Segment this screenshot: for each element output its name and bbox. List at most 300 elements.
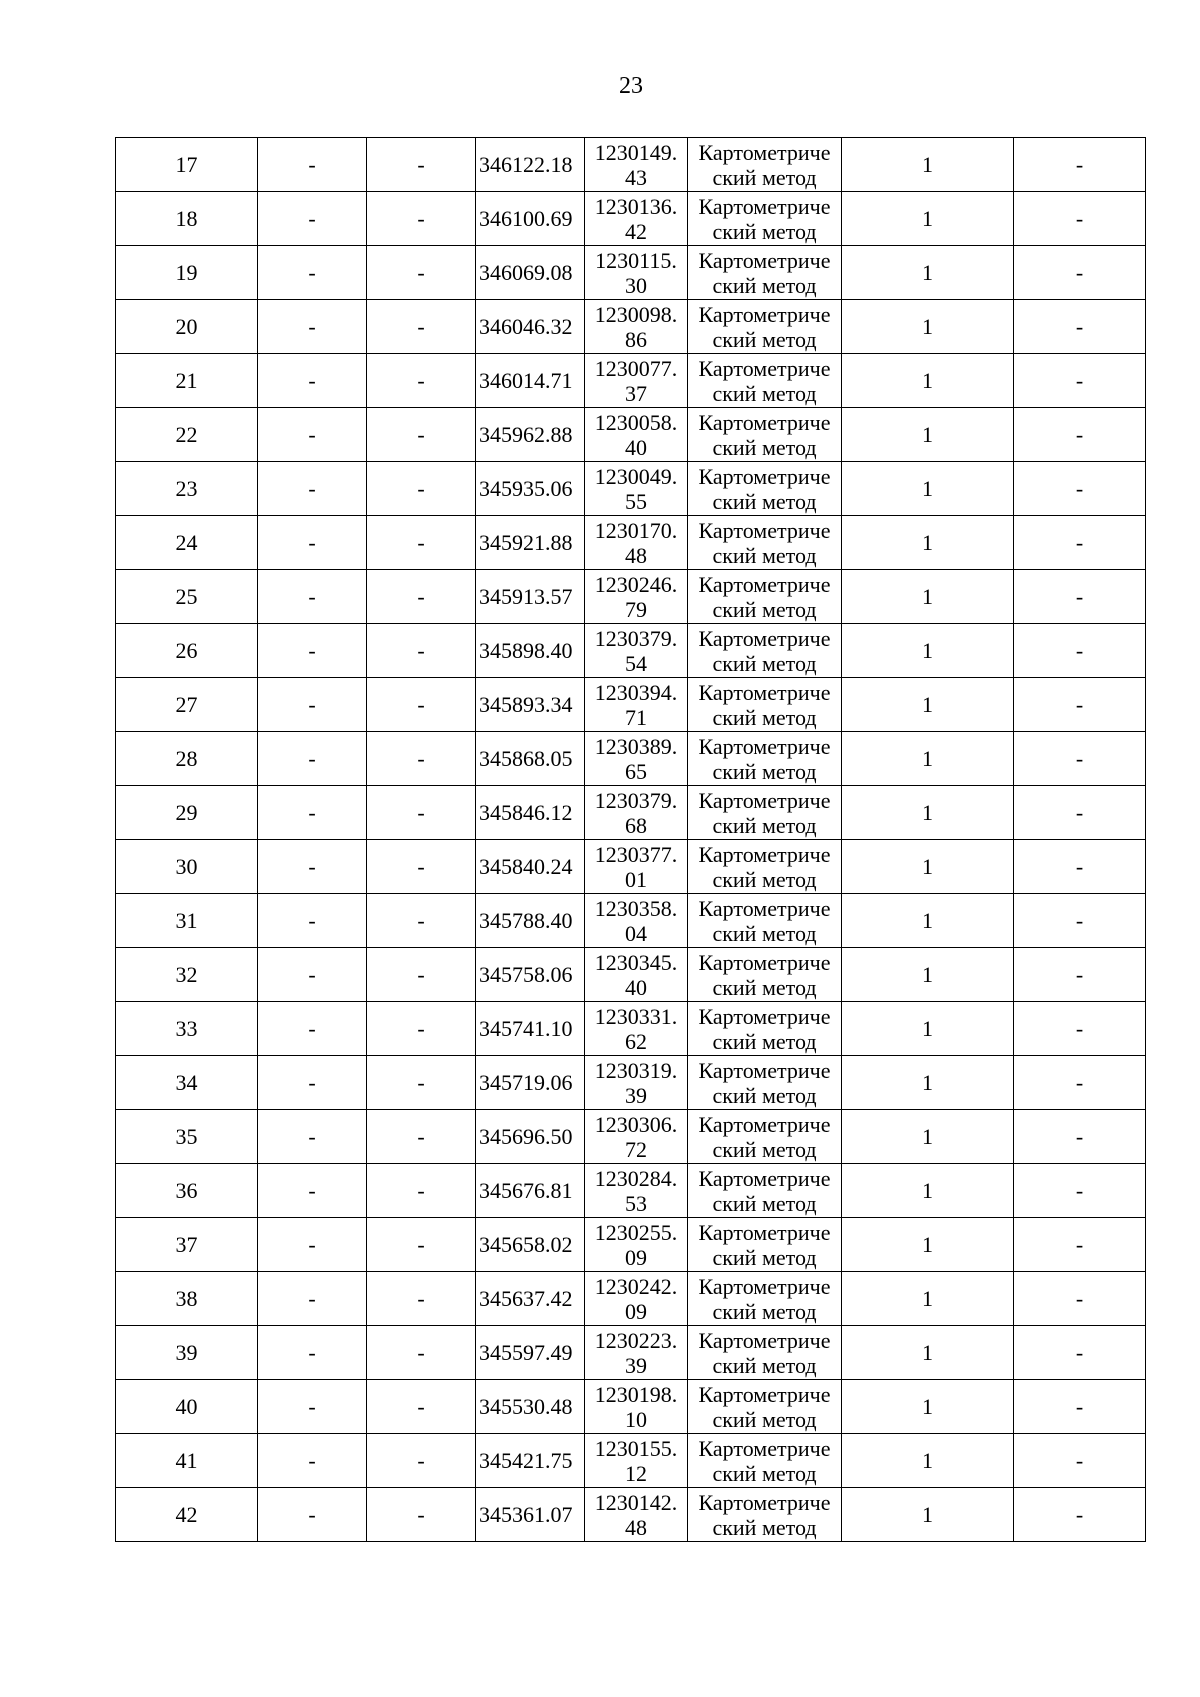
table-row <box>116 354 1146 408</box>
accuracy-cell: 1 <box>842 894 1014 948</box>
method-cell <box>688 192 842 246</box>
empty-value-cell: - <box>258 462 367 516</box>
coordinate-y-cell <box>585 354 688 408</box>
method-line: Картометриче <box>698 1381 831 1407</box>
coordinate-y-line: 1230115. <box>595 247 677 273</box>
empty-value-cell: - <box>1014 732 1146 786</box>
method-line: Картометриче <box>698 1273 831 1299</box>
empty-value-cell: - <box>258 192 367 246</box>
method-line: ский метод <box>712 1514 817 1540</box>
accuracy-cell: 1 <box>842 570 1014 624</box>
coordinate-y-line: 09 <box>625 1298 647 1324</box>
coordinate-y-line: 71 <box>625 704 647 730</box>
method-cell <box>688 624 842 678</box>
method-line: ский метод <box>712 218 817 244</box>
coordinate-y-line: 12 <box>625 1460 647 1486</box>
coordinate-y-cell <box>585 1380 688 1434</box>
method-cell <box>688 1272 842 1326</box>
method-cell <box>688 1110 842 1164</box>
empty-value-cell: - <box>367 732 476 786</box>
method-line: ский метод <box>712 812 817 838</box>
empty-value-cell: - <box>258 1110 367 1164</box>
coordinate-y-line: 1230377. <box>594 841 678 867</box>
coordinate-y-line: 1230389. <box>594 733 678 759</box>
empty-value-cell: - <box>258 138 367 192</box>
coordinate-y-line: 48 <box>625 542 647 568</box>
point-number-cell: 31 <box>116 894 258 948</box>
method-cell <box>688 138 842 192</box>
empty-value-cell: - <box>1014 678 1146 732</box>
table-row <box>116 138 1146 192</box>
method-cell <box>688 1380 842 1434</box>
empty-value-cell: - <box>1014 192 1146 246</box>
coordinate-x-cell: 345935.06 <box>476 462 585 516</box>
empty-value-cell: - <box>258 300 367 354</box>
point-number-cell: 37 <box>116 1218 258 1272</box>
empty-value-cell: - <box>1014 570 1146 624</box>
point-number-cell: 23 <box>116 462 258 516</box>
table-row <box>116 1002 1146 1056</box>
coordinate-y-cell <box>585 948 688 1002</box>
method-line: Картометриче <box>698 787 831 813</box>
table-row <box>116 462 1146 516</box>
point-number-cell: 24 <box>116 516 258 570</box>
point-number-cell: 21 <box>116 354 258 408</box>
accuracy-cell: 1 <box>842 300 1014 354</box>
method-cell <box>688 300 842 354</box>
accuracy-cell: 1 <box>842 678 1014 732</box>
coordinate-y-cell <box>585 1110 688 1164</box>
empty-value-cell: - <box>258 894 367 948</box>
coordinate-x-cell: 345868.05 <box>476 732 585 786</box>
empty-value-cell: - <box>367 570 476 624</box>
empty-value-cell: - <box>258 1218 367 1272</box>
accuracy-cell: 1 <box>842 1434 1014 1488</box>
coordinate-y-line: 40 <box>625 434 647 460</box>
coordinate-x-cell: 345758.06 <box>476 948 585 1002</box>
accuracy-cell: 1 <box>842 1164 1014 1218</box>
method-cell <box>688 786 842 840</box>
coordinate-x-cell: 345597.49 <box>476 1326 585 1380</box>
empty-value-cell: - <box>1014 894 1146 948</box>
empty-value-cell: - <box>1014 408 1146 462</box>
method-line: Картометриче <box>698 247 831 273</box>
empty-value-cell: - <box>367 624 476 678</box>
empty-value-cell: - <box>1014 1218 1146 1272</box>
coordinate-y-cell <box>585 1164 688 1218</box>
coordinate-x-cell: 345840.24 <box>476 840 585 894</box>
point-number-cell: 26 <box>116 624 258 678</box>
coordinate-y-line: 1230098. <box>594 301 678 327</box>
empty-value-cell: - <box>367 1380 476 1434</box>
coordinate-x-cell: 346122.18 <box>476 138 585 192</box>
method-cell <box>688 1164 842 1218</box>
empty-value-cell: - <box>1014 948 1146 1002</box>
point-number-cell: 28 <box>116 732 258 786</box>
empty-value-cell: - <box>258 840 367 894</box>
method-line: ский метод <box>712 974 817 1000</box>
coordinate-y-cell <box>585 894 688 948</box>
empty-value-cell: - <box>1014 138 1146 192</box>
coordinate-x-cell: 345846.12 <box>476 786 585 840</box>
method-line: Картометриче <box>698 409 831 435</box>
method-line: Картометриче <box>698 841 831 867</box>
point-number-cell: 32 <box>116 948 258 1002</box>
coordinate-x-cell: 346046.32 <box>476 300 585 354</box>
coordinate-y-cell <box>585 732 688 786</box>
coordinate-y-line: 1230223. <box>594 1327 678 1353</box>
empty-value-cell: - <box>367 840 476 894</box>
accuracy-cell: 1 <box>842 624 1014 678</box>
coordinate-y-line: 1230345. <box>594 949 678 975</box>
empty-value-cell: - <box>367 678 476 732</box>
point-number-cell: 17 <box>116 138 258 192</box>
table-row <box>116 1488 1146 1542</box>
coordinate-y-line: 1230198. <box>594 1381 678 1407</box>
coordinate-x-cell: 345421.75 <box>476 1434 585 1488</box>
method-line: ский метод <box>712 1136 817 1162</box>
point-number-cell: 29 <box>116 786 258 840</box>
coordinate-y-cell <box>585 462 688 516</box>
method-cell <box>688 678 842 732</box>
table-row <box>116 300 1146 354</box>
method-line: ский метод <box>712 596 817 622</box>
method-line: Картометриче <box>698 733 831 759</box>
coordinate-y-line: 79 <box>625 596 647 622</box>
method-line: Картометриче <box>698 1489 831 1515</box>
method-cell <box>688 408 842 462</box>
table-row <box>116 786 1146 840</box>
empty-value-cell: - <box>1014 516 1146 570</box>
coordinate-x-cell: 345676.81 <box>476 1164 585 1218</box>
method-line: ский метод <box>712 434 817 460</box>
empty-value-cell: - <box>258 1056 367 1110</box>
empty-value-cell: - <box>258 948 367 1002</box>
empty-value-cell: - <box>367 354 476 408</box>
coordinate-y-line: 10 <box>625 1406 647 1432</box>
point-number-cell: 34 <box>116 1056 258 1110</box>
coordinate-y-cell <box>585 570 688 624</box>
coordinate-x-cell: 345719.06 <box>476 1056 585 1110</box>
method-cell <box>688 1434 842 1488</box>
method-line: Картометриче <box>698 625 831 651</box>
empty-value-cell: - <box>367 894 476 948</box>
coordinate-y-line: 42 <box>625 218 647 244</box>
method-line: Картометриче <box>698 1435 831 1461</box>
method-line: ский метод <box>712 1298 817 1324</box>
coordinate-y-cell <box>585 1002 688 1056</box>
accuracy-cell: 1 <box>842 462 1014 516</box>
method-line: Картометриче <box>698 301 831 327</box>
method-line: ский метод <box>712 1028 817 1054</box>
table-row <box>116 840 1146 894</box>
method-line: Картометриче <box>698 679 831 705</box>
empty-value-cell: - <box>258 408 367 462</box>
coordinate-y-line: 72 <box>625 1136 647 1162</box>
method-line: ский метод <box>712 1460 817 1486</box>
point-number-cell: 20 <box>116 300 258 354</box>
method-line: Картометриче <box>698 463 831 489</box>
point-number-cell: 33 <box>116 1002 258 1056</box>
table-row <box>116 1056 1146 1110</box>
method-line: ский метод <box>712 1082 817 1108</box>
coordinate-y-cell <box>585 138 688 192</box>
coordinate-y-cell <box>585 1326 688 1380</box>
method-line: Картометриче <box>698 1165 831 1191</box>
point-number-cell: 41 <box>116 1434 258 1488</box>
coordinate-y-cell <box>585 1056 688 1110</box>
coordinate-x-cell: 346014.71 <box>476 354 585 408</box>
method-line: Картометриче <box>698 1057 831 1083</box>
point-number-cell: 38 <box>116 1272 258 1326</box>
table-row <box>116 246 1146 300</box>
empty-value-cell: - <box>1014 1110 1146 1164</box>
coordinate-y-line: 1230049. <box>594 463 678 489</box>
method-line: ский метод <box>712 1352 817 1378</box>
coordinate-y-line: 1230246. <box>594 571 678 597</box>
coordinate-y-line: 40 <box>625 974 647 1000</box>
empty-value-cell: - <box>1014 354 1146 408</box>
point-number-cell: 35 <box>116 1110 258 1164</box>
coordinate-y-line: 53 <box>625 1190 647 1216</box>
table-row <box>116 1218 1146 1272</box>
coordinate-y-line: 1230284. <box>594 1165 678 1191</box>
method-line: Картометриче <box>698 1003 831 1029</box>
coordinate-y-line: 39 <box>625 1082 647 1108</box>
coordinate-y-line: 1230170. <box>594 517 678 543</box>
empty-value-cell: - <box>1014 1326 1146 1380</box>
accuracy-cell: 1 <box>842 408 1014 462</box>
coordinate-x-cell: 345658.02 <box>476 1218 585 1272</box>
coordinate-y-cell <box>585 786 688 840</box>
empty-value-cell: - <box>1014 300 1146 354</box>
accuracy-cell: 1 <box>842 1326 1014 1380</box>
point-number-cell: 39 <box>116 1326 258 1380</box>
method-cell <box>688 1488 842 1542</box>
accuracy-cell: 1 <box>842 948 1014 1002</box>
coordinate-x-cell: 345913.57 <box>476 570 585 624</box>
coordinate-y-line: 1230142. <box>594 1489 678 1515</box>
point-number-cell: 30 <box>116 840 258 894</box>
coordinate-x-cell: 345962.88 <box>476 408 585 462</box>
method-line: Картометриче <box>698 193 831 219</box>
coordinate-y-line: 39 <box>625 1352 647 1378</box>
method-line: ский метод <box>712 704 817 730</box>
accuracy-cell: 1 <box>842 138 1014 192</box>
method-line: Картометриче <box>698 895 831 921</box>
table-row <box>116 1110 1146 1164</box>
coordinate-x-cell: 345361.07 <box>476 1488 585 1542</box>
empty-value-cell: - <box>367 192 476 246</box>
empty-value-cell: - <box>367 516 476 570</box>
coordinate-y-line: 30 <box>625 272 647 298</box>
coordinate-y-line: 1230306. <box>594 1111 678 1137</box>
empty-value-cell: - <box>1014 1434 1146 1488</box>
coordinate-y-line: 65 <box>625 758 647 784</box>
empty-value-cell: - <box>367 786 476 840</box>
table-row <box>116 408 1146 462</box>
method-line: Картометриче <box>698 1111 831 1137</box>
method-line: ский метод <box>712 920 817 946</box>
empty-value-cell: - <box>367 1164 476 1218</box>
coordinate-y-cell <box>585 516 688 570</box>
method-cell <box>688 516 842 570</box>
table-row <box>116 516 1146 570</box>
empty-value-cell: - <box>367 948 476 1002</box>
empty-value-cell: - <box>367 1272 476 1326</box>
coordinate-y-line: 1230358. <box>594 895 678 921</box>
accuracy-cell: 1 <box>842 840 1014 894</box>
empty-value-cell: - <box>258 1434 367 1488</box>
empty-value-cell: - <box>367 1056 476 1110</box>
method-cell <box>688 1218 842 1272</box>
table-row <box>116 678 1146 732</box>
method-line: Картометриче <box>698 571 831 597</box>
coordinate-y-line: 04 <box>625 920 647 946</box>
empty-value-cell: - <box>1014 462 1146 516</box>
point-number-cell: 36 <box>116 1164 258 1218</box>
coordinate-y-cell <box>585 1488 688 1542</box>
method-line: ский метод <box>712 866 817 892</box>
empty-value-cell: - <box>367 246 476 300</box>
coordinate-y-cell <box>585 1434 688 1488</box>
method-cell <box>688 246 842 300</box>
empty-value-cell: - <box>367 408 476 462</box>
coordinate-x-cell: 345921.88 <box>476 516 585 570</box>
coordinate-y-line: 1230319. <box>594 1057 678 1083</box>
empty-value-cell: - <box>258 624 367 678</box>
table-row <box>116 1380 1146 1434</box>
coordinate-y-cell <box>585 246 688 300</box>
coordinate-x-cell: 345741.10 <box>476 1002 585 1056</box>
method-line: Картометриче <box>698 517 831 543</box>
method-line: ский метод <box>712 758 817 784</box>
coordinate-y-line: 1230136. <box>594 193 678 219</box>
coordinate-y-cell <box>585 192 688 246</box>
accuracy-cell: 1 <box>842 786 1014 840</box>
coordinate-y-line: 1230058. <box>594 409 678 435</box>
accuracy-cell: 1 <box>842 1056 1014 1110</box>
table-row <box>116 624 1146 678</box>
empty-value-cell: - <box>1014 1380 1146 1434</box>
accuracy-cell: 1 <box>842 1488 1014 1542</box>
method-cell <box>688 894 842 948</box>
method-line: Картометриче <box>698 949 831 975</box>
table-row <box>116 1434 1146 1488</box>
accuracy-cell: 1 <box>842 354 1014 408</box>
accuracy-cell: 1 <box>842 246 1014 300</box>
empty-value-cell: - <box>367 1218 476 1272</box>
coordinate-y-line: 54 <box>625 650 647 676</box>
empty-value-cell: - <box>258 786 367 840</box>
coordinate-y-line: 1230331. <box>594 1003 678 1029</box>
empty-value-cell: - <box>1014 1002 1146 1056</box>
empty-value-cell: - <box>1014 1164 1146 1218</box>
coordinate-y-line: 1230149. <box>594 139 678 165</box>
accuracy-cell: 1 <box>842 1272 1014 1326</box>
method-cell <box>688 354 842 408</box>
method-line: ский метод <box>712 326 817 352</box>
point-number-cell: 42 <box>116 1488 258 1542</box>
coordinate-y-line: 1230379. <box>594 625 678 651</box>
table-row <box>116 192 1146 246</box>
method-line: ский метод <box>712 1190 817 1216</box>
method-line: Картометриче <box>698 1327 831 1353</box>
method-cell <box>688 1002 842 1056</box>
table-row <box>116 732 1146 786</box>
empty-value-cell: - <box>1014 840 1146 894</box>
accuracy-cell: 1 <box>842 516 1014 570</box>
method-line: ский метод <box>712 542 817 568</box>
coordinate-y-cell <box>585 408 688 462</box>
empty-value-cell: - <box>258 516 367 570</box>
empty-value-cell: - <box>258 1002 367 1056</box>
empty-value-cell: - <box>1014 1272 1146 1326</box>
empty-value-cell: - <box>258 1380 367 1434</box>
coordinate-y-cell <box>585 1218 688 1272</box>
coordinate-y-line: 43 <box>625 164 647 190</box>
method-line: Картометриче <box>698 1219 831 1245</box>
table-row <box>116 1272 1146 1326</box>
coordinate-y-line: 1230077. <box>594 355 678 381</box>
empty-value-cell: - <box>258 1164 367 1218</box>
coordinate-x-cell: 345637.42 <box>476 1272 585 1326</box>
method-cell <box>688 1056 842 1110</box>
accuracy-cell: 1 <box>842 1218 1014 1272</box>
method-cell <box>688 840 842 894</box>
empty-value-cell: - <box>258 246 367 300</box>
point-number-cell: 22 <box>116 408 258 462</box>
method-line: ский метод <box>712 1406 817 1432</box>
coordinate-x-cell: 346100.69 <box>476 192 585 246</box>
empty-value-cell: - <box>258 1326 367 1380</box>
point-number-cell: 18 <box>116 192 258 246</box>
coordinate-x-cell: 345530.48 <box>476 1380 585 1434</box>
coordinate-y-line: 1230242. <box>594 1273 678 1299</box>
point-number-cell: 40 <box>116 1380 258 1434</box>
coordinate-x-cell: 345696.50 <box>476 1110 585 1164</box>
accuracy-cell: 1 <box>842 192 1014 246</box>
coordinate-y-line: 37 <box>625 380 647 406</box>
coordinate-y-line: 48 <box>625 1514 647 1540</box>
method-line: ский метод <box>712 272 817 298</box>
coordinate-y-line: 55 <box>625 488 647 514</box>
empty-value-cell: - <box>258 1272 367 1326</box>
coordinate-y-line: 62 <box>625 1028 647 1054</box>
coordinate-y-line: 1230255. <box>594 1219 678 1245</box>
empty-value-cell: - <box>367 1002 476 1056</box>
empty-value-cell: - <box>258 678 367 732</box>
coordinate-x-cell: 345788.40 <box>476 894 585 948</box>
empty-value-cell: - <box>1014 1488 1146 1542</box>
coordinate-y-cell <box>585 624 688 678</box>
method-line: ский метод <box>712 650 817 676</box>
table-row <box>116 570 1146 624</box>
method-line: Картометриче <box>698 355 831 381</box>
empty-value-cell: - <box>258 570 367 624</box>
method-line: ский метод <box>712 1244 817 1270</box>
empty-value-cell: - <box>1014 786 1146 840</box>
coordinate-x-cell: 346069.08 <box>476 246 585 300</box>
accuracy-cell: 1 <box>842 1110 1014 1164</box>
coordinate-y-line: 1230155. <box>594 1435 678 1461</box>
empty-value-cell: - <box>1014 246 1146 300</box>
empty-value-cell: - <box>367 1326 476 1380</box>
coordinate-y-line: 09 <box>625 1244 647 1270</box>
method-cell <box>688 1326 842 1380</box>
coordinate-y-line: 1230394. <box>594 679 678 705</box>
empty-value-cell: - <box>367 1110 476 1164</box>
